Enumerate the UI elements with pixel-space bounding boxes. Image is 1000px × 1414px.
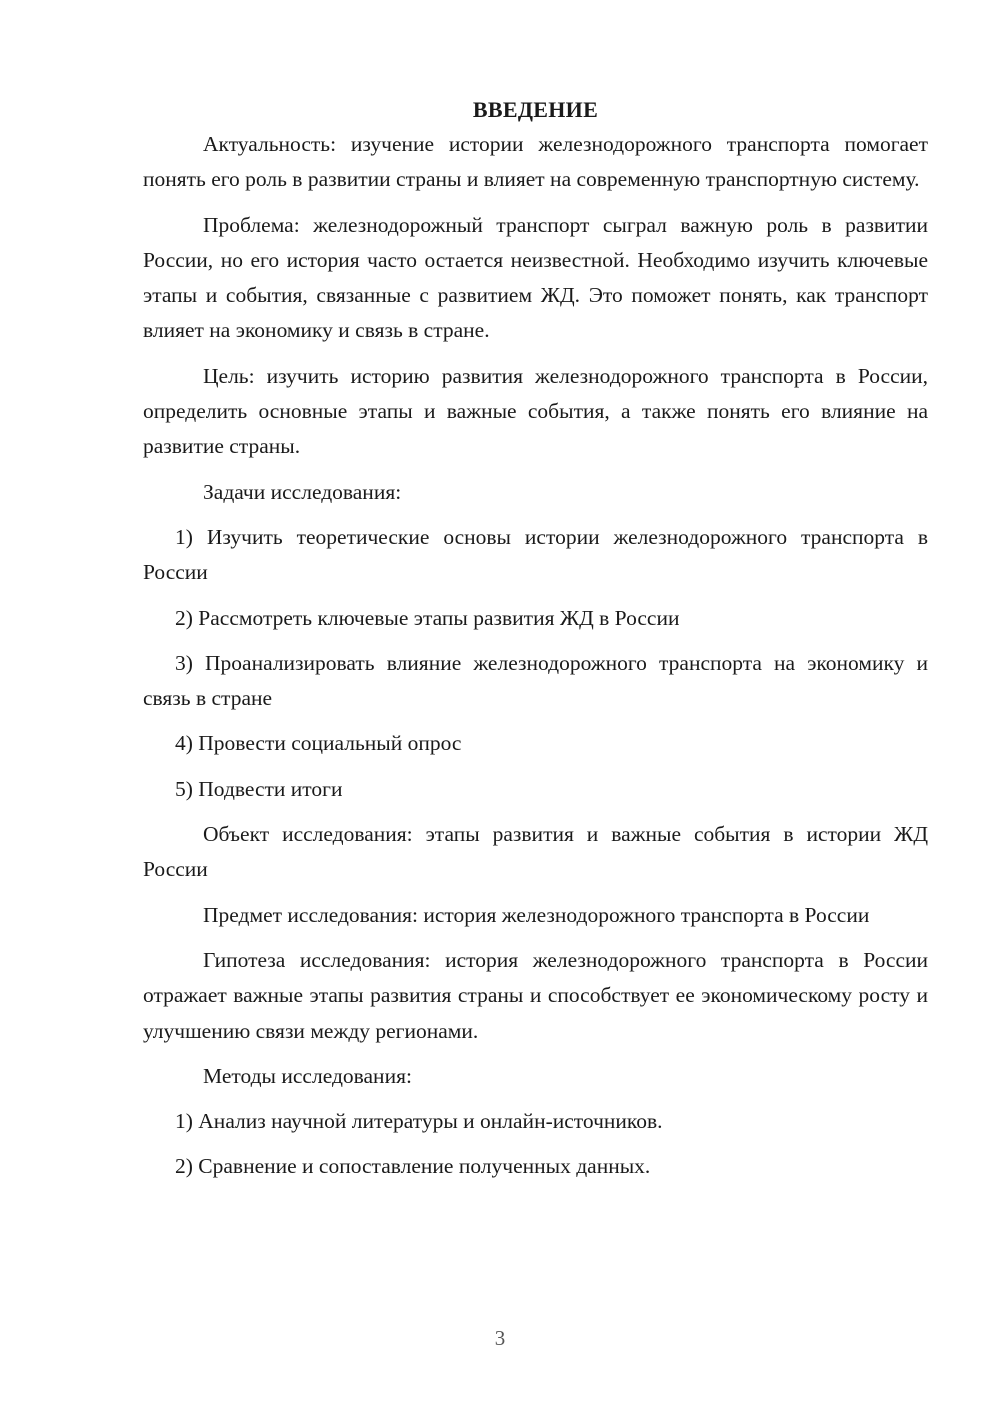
method-item-1: 1) Анализ научной литературы и онлайн-источников. bbox=[175, 1109, 663, 1134]
paragraph-methods-heading: Методы исследования: bbox=[203, 1063, 412, 1088]
paragraph-tasks-heading: Задачи исследования: bbox=[203, 479, 402, 504]
paragraph-object: Объект исследования: этапы развития и важные события в истории ЖД России bbox=[143, 822, 928, 882]
task-item-1: 1) Изучить теоретические основы истории железнодорожного транспорта в России bbox=[143, 524, 928, 585]
page-title: ВВЕДЕНИЕ bbox=[472, 97, 599, 122]
task-item-5: 5) Подвести итоги bbox=[175, 776, 343, 801]
page-content bbox=[143, 92, 928, 1195]
task-item-2: 2) Рассмотреть ключевые этапы развития ЖД в России bbox=[175, 605, 680, 630]
paragraph-subject: Предмет исследования: история железнодорожного транспорта в России bbox=[203, 902, 870, 927]
paragraph-problem: Проблема: железнодорожный транспорт сыграл важную роль в развитии России, но его история часто остается неизвестной. Необходимо изучить ключевые этапы и события, связанные с развитием ЖД. Это поможет понять, как транспорт влияет на экономику и связь в стране. bbox=[143, 212, 928, 343]
paragraph-goal: Цель: изучить историю развития железнодорожного транспорта в России, определить основные этапы и важные события, а также понять его влияние на развитие страны. bbox=[143, 363, 928, 459]
method-item-2: 2) Сравнение и сопоставление полученных данных. bbox=[175, 1154, 651, 1179]
paragraph-hypothesis: Гипотеза исследования: история железнодорожного транспорта в России отражает важные этапы развития страны и способствует ее экономическому росту и улучшению связи между регионами. bbox=[143, 947, 928, 1043]
task-item-4: 4) Провести социальный опрос bbox=[175, 731, 462, 756]
task-item-3: 3) Проанализировать влияние железнодорожного транспорта на экономику и связь в стране bbox=[143, 650, 928, 711]
page-number: 3 bbox=[494, 1326, 506, 1350]
paragraph-relevance: Актуальность: изучение истории железнодорожного транспорта помогает понять его роль в развитии страны и влияет на современную транспортную систему. bbox=[143, 132, 928, 192]
